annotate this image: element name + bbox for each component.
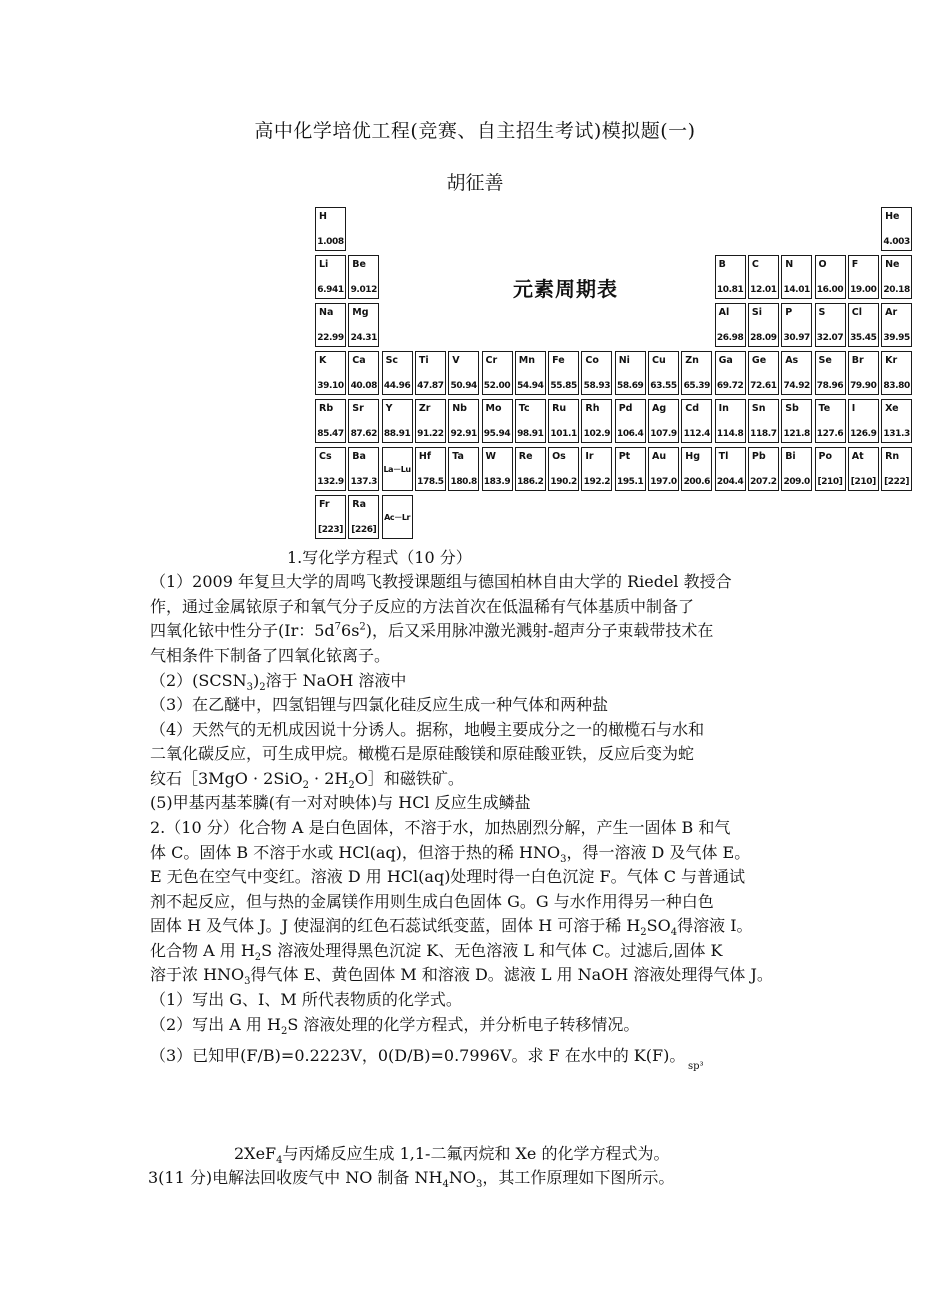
element-symbol: Tl	[718, 451, 729, 462]
element-symbol: Sc	[385, 355, 399, 366]
element-symbol: Ca	[352, 355, 366, 366]
element-cell	[881, 255, 912, 299]
element-cell	[748, 399, 779, 443]
element-symbol: Ir	[585, 451, 594, 462]
element-mass: 39.10	[317, 381, 344, 391]
element-mass: 58.93	[583, 381, 611, 391]
document-title: 高中化学培优工程(竞赛、自主招生考试)模拟题(一)	[254, 120, 696, 142]
element-cell	[781, 399, 812, 443]
element-mass: 14.01	[783, 285, 810, 295]
element-mass: 132.9	[317, 477, 344, 487]
q1-p1-line4: 气相条件下制备了四氧化铱离子。	[150, 646, 391, 665]
element-cell	[448, 447, 479, 491]
element-mass: 55.85	[550, 381, 577, 391]
q1-p1-line3: 四氧化铱中性分子(Ir：$5d^76s^2$)，后又采用脉冲激光溅射-超声分子束载带技术在	[150, 621, 714, 640]
element-mass: [226]	[351, 525, 377, 535]
q2-subq2: （2）写出 A 用 $H_2S$ 溶液处理的化学方程式，并分析电子转移情况。	[150, 1015, 640, 1038]
element-cell	[848, 303, 879, 347]
element-mass: [210]	[817, 477, 843, 487]
element-symbol: Mn	[518, 355, 536, 366]
element-cell	[648, 447, 679, 491]
element-symbol: Hg	[685, 451, 701, 462]
q2-line5: 固体 H 及气体 J。J 使湿润的红色石蕊试纸变蓝，固体 H 可溶于稀 $H_2SO_4$得溶液 I。	[150, 916, 753, 939]
element-symbol: Cd	[685, 403, 700, 414]
element-cell	[548, 447, 579, 491]
element-symbol: S	[818, 307, 826, 318]
element-mass: 186.2	[517, 477, 544, 487]
element-mass: 44.96	[383, 381, 411, 391]
element-cell	[348, 399, 379, 443]
element-cell	[315, 303, 346, 347]
element-mass: 20.18	[883, 285, 910, 295]
element-mass: 207.2	[750, 477, 777, 487]
element-symbol: Be	[352, 259, 366, 270]
element-cell	[681, 351, 712, 395]
element-symbol: Rn	[885, 451, 900, 462]
q2-subq3: （3）已知甲(F/B)=0.2223V，0(D/B)=0.7996V。求 F 在水中的 K(F)。	[150, 1046, 686, 1065]
q1-p3: （3）在乙醚中，四氢铝锂与四氯化硅反应生成一种气体和两种盐	[150, 695, 609, 714]
element-symbol: Re	[518, 451, 533, 462]
element-mass: 200.6	[683, 477, 711, 487]
element-mass: 112.4	[683, 429, 711, 439]
element-cell	[382, 495, 413, 539]
element-cell	[548, 399, 579, 443]
element-mass: 24.31	[350, 333, 378, 343]
element-cell	[781, 447, 812, 491]
element-mass: 85.47	[317, 429, 344, 439]
element-mass: 12.01	[750, 285, 777, 295]
element-symbol: Co	[585, 355, 599, 366]
element-symbol: In	[718, 403, 729, 414]
element-cell	[415, 399, 446, 443]
element-mass: 183.9	[483, 477, 511, 487]
element-cell	[382, 447, 413, 491]
element-symbol: I	[851, 403, 856, 414]
element-cell	[815, 255, 846, 299]
element-symbol: As	[785, 355, 799, 366]
element-mass: 22.99	[317, 333, 344, 343]
element-symbol: Fr	[319, 499, 330, 510]
element-cell	[615, 447, 646, 491]
element-symbol: Cr	[485, 355, 498, 366]
q1-p4-line3: 纹石［3MgO · $2SiO_2 \cdot 2H_2O]$和磁铁矿。	[150, 769, 464, 792]
element-symbol: Au	[652, 451, 667, 462]
element-mass: 91.22	[417, 429, 444, 439]
element-symbol: Pb	[751, 451, 766, 462]
element-cell	[781, 351, 812, 395]
element-mass: 178.5	[417, 477, 444, 487]
element-mass: 65.39	[683, 381, 711, 391]
element-cell	[615, 351, 646, 395]
element-mass: 88.91	[383, 429, 411, 439]
q1-p4-line2: 二氧化碳反应，可生成甲烷。橄榄石是原硅酸镁和原硅酸亚铁，反应后变为蛇	[150, 744, 695, 763]
element-cell	[715, 255, 746, 299]
element-cell	[548, 351, 579, 395]
element-mass: 74.92	[783, 381, 810, 391]
element-symbol: Ar	[885, 307, 898, 318]
element-symbol: Cu	[652, 355, 666, 366]
element-mass: 107.9	[650, 429, 677, 439]
element-cell	[848, 447, 879, 491]
element-cell	[581, 399, 612, 443]
element-cell	[881, 351, 912, 395]
element-mass: 180.8	[450, 477, 477, 487]
element-symbol: Cl	[851, 307, 863, 318]
element-cell	[681, 447, 712, 491]
element-cell	[348, 495, 379, 539]
element-cell	[515, 351, 546, 395]
element-cell	[748, 303, 779, 347]
element-mass: 192.2	[583, 477, 611, 487]
element-mass: 16.00	[816, 285, 844, 295]
element-symbol: Y	[385, 403, 393, 414]
element-cell	[482, 447, 513, 491]
element-cell	[315, 495, 346, 539]
element-cell	[748, 255, 779, 299]
element-cell	[881, 399, 912, 443]
element-cell	[781, 303, 812, 347]
element-mass: 95.94	[483, 429, 511, 439]
element-symbol: Ba	[352, 451, 366, 462]
element-mass: [222]	[884, 477, 910, 487]
periodic-table-image	[313, 205, 915, 543]
q2-line1: 2.（10 分）化合物 A 是白色固体，不溶于水，加热剧烈分解，产生一固体 B 和气	[150, 818, 731, 837]
element-symbol: Si	[751, 307, 762, 318]
element-symbol: Zr	[418, 403, 431, 414]
element-symbol: Se	[818, 355, 832, 366]
element-cell	[415, 351, 446, 395]
element-cell	[415, 447, 446, 491]
element-mass: 106.4	[616, 429, 644, 439]
q2-subq1: （1）写出 G、I、M 所代表物质的化学式。	[150, 990, 462, 1009]
q1-p4-line1: （4）天然气的无机成因说十分诱人。据称，地幔主要成分之一的橄榄石与水和	[150, 720, 705, 739]
element-symbol: Ta	[452, 451, 464, 462]
element-symbol: Sr	[352, 403, 364, 414]
element-cell	[315, 255, 346, 299]
element-mass: 87.62	[350, 429, 378, 439]
element-cell	[848, 255, 879, 299]
element-mass: 195.1	[616, 477, 644, 487]
element-symbol: Li	[319, 259, 329, 270]
element-cell	[482, 399, 513, 443]
element-symbol: Ag	[652, 403, 667, 414]
element-cell	[348, 303, 379, 347]
element-cell	[748, 447, 779, 491]
element-symbol: Tc	[518, 403, 530, 414]
element-symbol: Mo	[485, 403, 502, 414]
element-symbol: Na	[319, 307, 334, 318]
element-cell	[815, 399, 846, 443]
element-symbol: Ge	[751, 355, 767, 366]
element-symbol: F	[851, 259, 859, 270]
element-cell	[715, 303, 746, 347]
element-cell	[348, 255, 379, 299]
element-symbol: W	[485, 451, 496, 462]
element-mass: 32.07	[816, 333, 844, 343]
author-name: 胡征善	[446, 172, 504, 194]
element-symbol: Po	[818, 451, 832, 462]
q2-line3: E 无色在空气中变红。溶液 D 用 HCl(aq)处理时得一白色沉淀 F。气体 C 与普通试	[150, 867, 746, 886]
element-symbol: Ni	[618, 355, 630, 366]
element-mass: 1.008	[317, 237, 344, 247]
element-symbol: Kr	[885, 355, 898, 366]
element-symbol: Sn	[751, 403, 766, 414]
element-cell	[881, 303, 912, 347]
element-cell	[348, 447, 379, 491]
element-cell	[681, 399, 712, 443]
element-cell	[448, 351, 479, 395]
element-mass: 127.6	[816, 429, 844, 439]
periodic-table-title: 元素周期表	[513, 277, 618, 301]
q1-p2: $(2)(SCSN_3)_2$溶于 NaOH 溶液中	[150, 671, 407, 694]
element-symbol: H	[319, 211, 327, 222]
element-symbol: Zn	[685, 355, 699, 366]
element-mass: 121.8	[783, 429, 810, 439]
element-mass: 204.4	[716, 477, 744, 487]
q1-heading: 1.写化学方程式（10 分）	[287, 548, 472, 567]
element-mass: 6.941	[317, 285, 344, 295]
element-mass: 40.08	[350, 381, 378, 391]
element-symbol: Br	[851, 355, 864, 366]
element-symbol: N	[785, 259, 794, 270]
element-symbol: Bi	[785, 451, 796, 462]
series-label: Ac－Lr	[384, 513, 411, 522]
element-cell	[315, 399, 346, 443]
element-symbol: Rb	[319, 403, 334, 414]
element-mass: 39.95	[883, 333, 910, 343]
element-cell	[815, 447, 846, 491]
sp-note: sp³	[688, 1061, 704, 1072]
element-cell	[748, 351, 779, 395]
q1-p1-line1: （1）2009 年复旦大学的周鸣飞教授课题组与德国柏林自由大学的 Riedel 教授合	[150, 572, 732, 591]
element-symbol: Rh	[585, 403, 600, 414]
element-cell	[315, 207, 346, 251]
element-symbol: Al	[718, 307, 730, 318]
element-symbol: Nb	[452, 403, 467, 414]
q3-heading: 3(11 分)电解法回收废气中 NO 制备 $NH_4NO_3$，其工作原理如下图所示。	[148, 1168, 675, 1191]
element-mass: 197.0	[650, 477, 677, 487]
element-symbol: V	[452, 355, 460, 366]
element-cell	[382, 351, 413, 395]
element-cell	[648, 399, 679, 443]
element-symbol: Hf	[418, 451, 431, 462]
element-mass: 26.98	[716, 333, 744, 343]
element-cell	[315, 351, 346, 395]
element-symbol: C	[751, 259, 759, 270]
element-symbol: Xe	[885, 403, 899, 414]
element-symbol: Mg	[352, 307, 369, 318]
element-symbol: Pd	[618, 403, 633, 414]
element-mass: 118.7	[750, 429, 777, 439]
element-mass: 101.1	[550, 429, 577, 439]
element-symbol: Te	[818, 403, 831, 414]
element-cell	[715, 447, 746, 491]
element-cell	[382, 399, 413, 443]
element-cell	[815, 303, 846, 347]
element-cell	[581, 351, 612, 395]
element-mass: 78.96	[816, 381, 844, 391]
element-symbol: Ti	[418, 355, 429, 366]
element-cell	[482, 351, 513, 395]
element-symbol: Ra	[352, 499, 367, 510]
element-cell	[348, 351, 379, 395]
element-mass: 209.0	[783, 477, 810, 487]
series-label: La－Lu	[383, 465, 411, 474]
element-mass: 52.00	[483, 381, 511, 391]
element-symbol: Ru	[552, 403, 567, 414]
element-mass: 72.61	[750, 381, 777, 391]
element-mass: [210]	[850, 477, 876, 487]
element-mass: 30.97	[783, 333, 810, 343]
element-cell	[448, 399, 479, 443]
element-mass: 4.003	[883, 237, 910, 247]
element-cell	[715, 399, 746, 443]
element-symbol: K	[319, 355, 327, 366]
element-mass: 98.91	[517, 429, 544, 439]
q2-line6: 化合物 A 用 $H_2S$ 溶液处理得黑色沉淀 K、无色溶液 L 和气体 C。过滤后,固体 K	[150, 941, 723, 964]
element-symbol: Fe	[552, 355, 565, 366]
element-cell	[581, 447, 612, 491]
element-cell	[815, 351, 846, 395]
element-cell	[715, 351, 746, 395]
element-mass: 28.09	[750, 333, 777, 343]
element-mass: 102.9	[583, 429, 611, 439]
element-symbol: He	[885, 211, 900, 222]
element-cell	[881, 207, 912, 251]
element-mass: 19.00	[850, 285, 877, 295]
q1-p5: (5)甲基丙基苯膦(有一对对映体)与 HCl 反应生成鳞盐	[150, 793, 531, 812]
element-symbol: B	[718, 259, 726, 270]
element-cell	[515, 399, 546, 443]
element-cell	[648, 351, 679, 395]
element-symbol: Cs	[319, 451, 332, 462]
element-mass: 79.90	[850, 381, 877, 391]
element-symbol: Pt	[618, 451, 631, 462]
element-mass: 92.91	[450, 429, 477, 439]
element-mass: 9.012	[350, 285, 378, 295]
element-mass: 35.45	[850, 333, 877, 343]
element-cell	[781, 255, 812, 299]
q2-line4: 剂不起反应，但与热的金属镁作用则生成白色固体 G。G 与水作用得另一种白色	[150, 892, 714, 911]
element-symbol: At	[851, 451, 864, 462]
element-mass: 114.8	[716, 429, 744, 439]
element-cell	[515, 447, 546, 491]
q2-line7: 溶于浓 $HNO_3$得气体 E、黄色固体 M 和溶液 D。滤液 L 用 NaOH 溶液处理得气体 J。	[150, 965, 773, 988]
element-symbol: Ne	[885, 259, 900, 270]
element-mass: 126.9	[850, 429, 877, 439]
xef4-reaction-text: 2XeF$_4$与丙烯反应生成 1,1-二氟丙烷和 Xe 的化学方程式为。	[234, 1144, 670, 1167]
element-mass: 63.55	[650, 381, 677, 391]
element-mass: 131.3	[883, 429, 910, 439]
element-symbol: P	[785, 307, 793, 318]
element-cell	[848, 351, 879, 395]
element-symbol: Sb	[785, 403, 799, 414]
q2-line2: 体 C。固体 B 不溶于水或 HCl(aq)，但溶于热的稀 $HNO_3$，得一溶液 D 及气体 E。	[150, 843, 751, 866]
element-mass: 58.69	[616, 381, 644, 391]
element-mass: 10.81	[716, 285, 744, 295]
element-cell	[315, 447, 346, 491]
element-symbol: Os	[552, 451, 566, 462]
element-symbol: O	[818, 259, 827, 270]
element-cell	[881, 447, 912, 491]
element-mass: 50.94	[450, 381, 477, 391]
element-mass: [223]	[317, 525, 343, 535]
q1-p1-line2: 作，通过金属铱原子和氧气分子反应的方法首次在低温稀有气体基质中制备了	[150, 597, 695, 616]
element-mass: 137.3	[350, 477, 378, 487]
element-mass: 47.87	[417, 381, 444, 391]
element-mass: 69.72	[716, 381, 744, 391]
element-mass: 54.94	[517, 381, 544, 391]
element-symbol: Ga	[718, 355, 733, 366]
element-cell	[848, 399, 879, 443]
element-mass: 83.80	[883, 381, 910, 391]
element-mass: 190.2	[550, 477, 577, 487]
element-cell	[615, 399, 646, 443]
